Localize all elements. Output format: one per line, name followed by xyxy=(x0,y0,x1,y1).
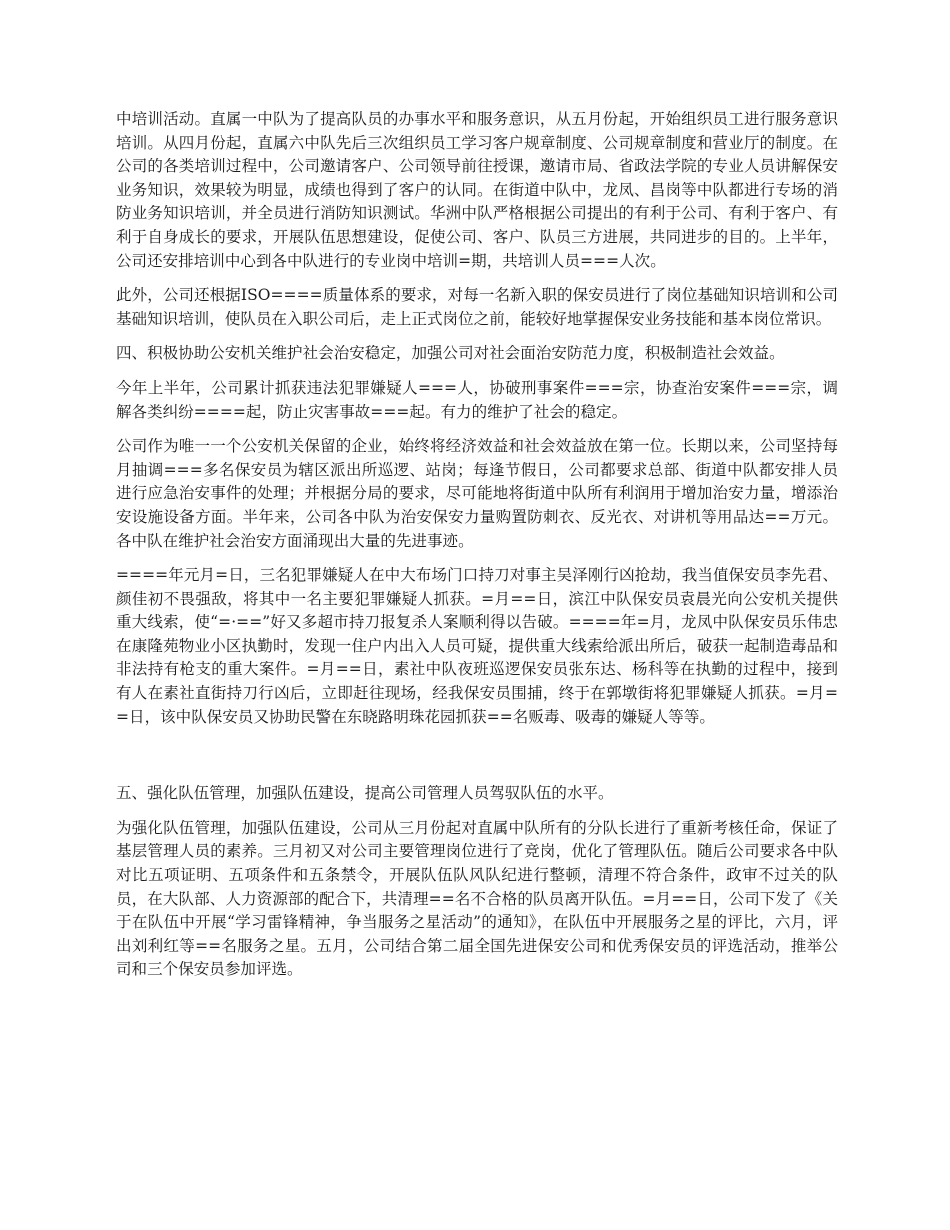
paragraph-advanced-deeds: ====年元月=日，三名犯罪嫌疑人在中大布场门口持刀对事主吴泽刚行凶抢劫，我当值保安员李先君、颜佳初不畏强敌，将其中一名主要犯罪嫌疑人抓获。=月==日，滨江中队保安员袁晨光向公安机关提供重大线索，使“=·==”好又多超市持刀报复杀人案顺利得以告破。====年=月，龙凤中队保安员乐伟忠在康隆苑物业小区执勤时，发现一住户内出入人员可疑，提供重大线索给派出所后，破获一起制造毒品和非法持有枪支的重大案件。=月==日，素社中队夜班巡逻保安员张东达、杨科等在执勤的过程中，接到有人在素社直街持刀行凶后，立即赶往现场，经我保安员围捕，终于在郭墩街将犯罪嫌疑人抓获。=月==日，该中队保安员又协助民警在东晓路明珠花园抓获==名贩毒、吸毒的嫌疑人等等。 xyxy=(116,566,838,726)
paragraph-training-activities: 中培训活动。直属一中队为了提高队员的办事水平和服务意识，从五月份起，开始组织员工进行服务意识培训。从四月份起，直属六中队先后三次组织员工学习客户规章制度、公司规章制度和营业厅的制度。在公司的各类培训过程中，公司邀请客户、公司领导前往授课，邀请市局、省政法学院的专业人员讲解保安业务知识，效果较为明显，成绩也得到了客户的认同。在街道中队中，龙凤、昌岗等中队都进行专场的消防业务知识培训，并全员进行消防知识测试。华洲中队严格根据公司提出的有利于公司、有利于客户、有利于自身成长的要求，开展队伍思想建设，促使公司、客户、队员三方进展，共同进步的目的。上半年，公司还安排培训中心到各中队进行的专业岗中培训=期，共培训人员===人次。 xyxy=(116,110,838,270)
section-heading-four: 四、积极协助公安机关维护社会治安稳定，加强公司对社会面治安防范力度，积极制造社会效益。 xyxy=(116,344,785,363)
paragraph-statistics: 今年上半年，公司累计抓获违法犯罪嫌疑人===人，协破刑事案件===宗，协查治安案件===宗，调解各类纠纷====起，防止灾害事故===起。有力的维护了社会的稳定。 xyxy=(116,378,838,421)
blank-space xyxy=(116,740,838,782)
paragraph-iso-training: 此外，公司还根据ISO====质量体系的要求，对每一名新入职的保安员进行了岗位基础知识培训和公司基础知识培训，使队员在入职公司后，走上正式岗位之前，能较好地掌握保安业务技能和基本岗位常识。 xyxy=(116,286,838,328)
section-heading-five: 五、强化队伍管理，加强队伍建设，提高公司管理人员驾驭队伍的水平。 xyxy=(116,784,614,803)
paragraph-team-management: 为强化队伍管理，加强队伍建设，公司从三月份起对直属中队所有的分队长进行了重新考核任命，保证了基层管理人员的素养。三月初又对公司主要管理岗位进行了竞岗，优化了管理队伍。随后公司要求各中队对比五项证明、五项条件和五条禁令，开展队伍队风队纪进行整顿，清理不符合条件，政审不过关的队员，在大队部、人力资源部的配合下，共清理==名不合格的队员离开队伍。=月==日，公司下发了《关于在队伍中开展“学习雷锋精神，争当服务之星活动”的通知》，在队伍中开展服务之星的评比，六月，评出刘利红等==名服务之星。五月，公司结合第二届全国先进保安公司和优秀保安员的评选活动，推举公司和三个保安员参加评选。 xyxy=(116,818,838,979)
paragraph-social-benefit: 公司作为唯一一个公安机关保留的企业，始终将经济效益和社会效益放在第一位。长期以来，公司坚持每月抽调===多名保安员为辖区派出所巡逻、站岗；每逢节假日，公司都要求总部、街道中队都安排人员进行应急治安事件的处理；并根据分局的要求，尽可能地将街道中队所有利润用于增加治安力量，增添治安设施设备方面。半年来，公司各中队为治安保安力量购置防刺衣、反光衣、对讲机等用品达==万元。各中队在维护社会治安方面涌现出大量的先进事迹。 xyxy=(116,437,838,550)
document-page xyxy=(116,108,838,993)
